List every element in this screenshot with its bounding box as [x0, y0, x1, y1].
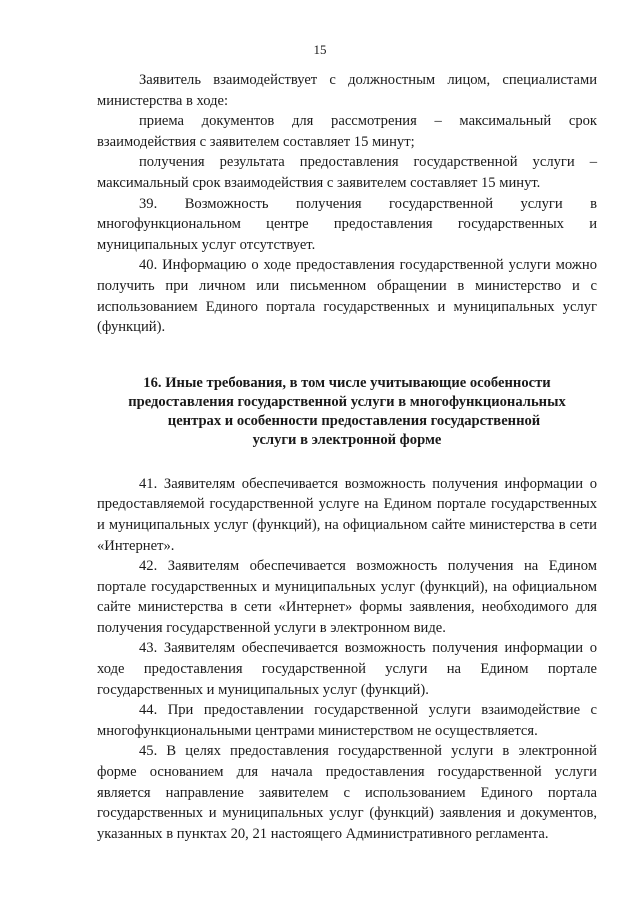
section-heading-line: предоставления государственной услуги в многофункциональных — [128, 393, 566, 410]
section-heading-16 — [97, 374, 597, 450]
document-body — [97, 70, 597, 844]
section-heading-line: услуги в электронной форме — [252, 431, 442, 448]
paragraph-44: 44. При предоставлении государственной услуги взаимодействие с многофункциональными центрами министерством не осуществляется. — [97, 702, 597, 739]
paragraph-45: 45. В целях предоставления государственной услуги в электронной форме основанием для начала предоставления государственной услуги является направление заявителем с использованием Единого портала государственных и муниципальных услуг (функций) заявления и документов, указанных в пунктах 20, 21 настоящего Административного регламента. — [97, 743, 597, 842]
paragraph-39: 39. Возможность получения государственной услуги в многофункциональном центре предоставления государственных и муниципальных услуг отсутствует. — [97, 195, 597, 253]
paragraph-interaction-intro: Заявитель взаимодействует с должностным лицом, специалистами министерства в ходе: — [97, 72, 597, 109]
paragraph-41: 41. Заявителям обеспечивается возможность получения информации о предоставляемой государственной услуге на Едином портале государственных и муниципальных услуг (функций), на официальном сайте министерства в сети «Интернет». — [97, 475, 597, 554]
section-heading-line: 16. Иные требования, в том числе учитывающие особенности — [143, 374, 551, 391]
section-heading-line: центрах и особенности предоставления государственной — [167, 412, 541, 429]
paragraph-42: 42. Заявителям обеспечивается возможность получения на Едином портале государственных и муниципальных услуг (функций), на официальном сайте министерства в сети «Интернет» формы заявления, необходимого для получения государственной услуги в электронном виде. — [97, 558, 597, 636]
paragraph-43: 43. Заявителям обеспечивается возможность получения информации о ходе предоставления государственной услуги на Едином портале государственных и муниципальных услуг (функций). — [97, 640, 597, 698]
paragraph-document-reception: приема документов для рассмотрения – максимальный срок взаимодействия с заявителем составляет 15 минут; — [97, 113, 597, 150]
paragraph-40: 40. Информацию о ходе предоставления государственной услуги можно получить при личном или письменном обращении в министерство и с использованием Единого портала государственных и муниципальных услуг (функций). — [97, 257, 597, 336]
page-number: 15 — [313, 42, 327, 57]
paragraph-result-receipt: получения результата предоставления государственной услуги – максимальный срок взаимодействия с заявителем составляет 15 минут. — [97, 154, 597, 191]
